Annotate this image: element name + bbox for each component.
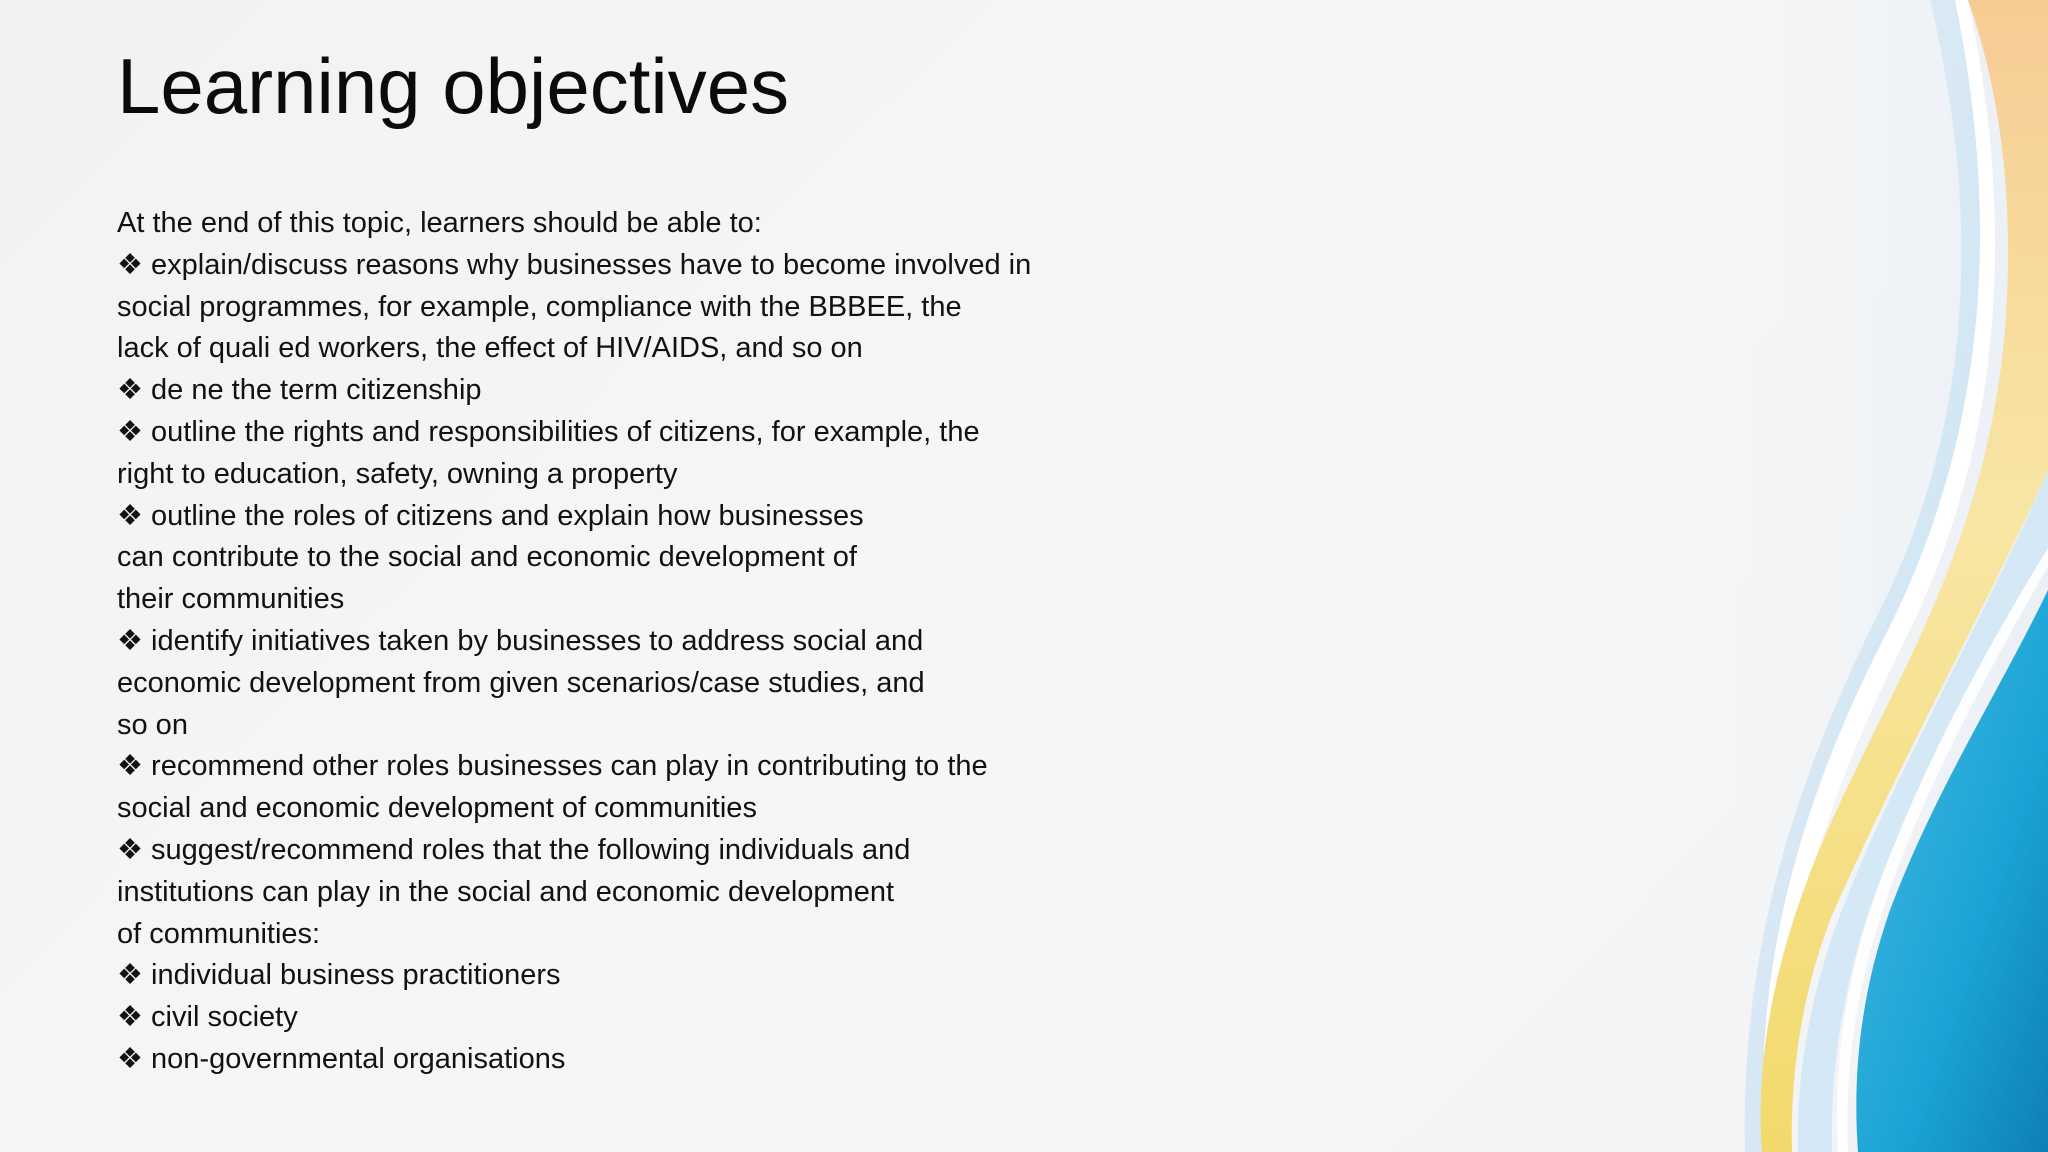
objective-line: ❖ recommend other roles businesses can play in contributing to the xyxy=(117,750,988,783)
objective-line: right to education, safety, owning a property xyxy=(117,457,678,490)
objective-line: ❖ explain/discuss reasons why businesses have to become involved in xyxy=(117,248,1032,281)
objective-line: social programmes, for example, compliance with the BBBEE, the xyxy=(117,290,962,323)
objective-line: ❖ civil society xyxy=(117,1001,298,1034)
objective-line: so on xyxy=(117,708,188,741)
objective-line: of communities: xyxy=(117,917,321,950)
objective-line: ❖ identify initiatives taken by businesses to address social and xyxy=(117,624,924,657)
objective-line: ❖ outline the roles of citizens and explain how businesses xyxy=(117,499,864,532)
objective-line: their communities xyxy=(117,583,345,616)
objective-line: social and economic development of communities xyxy=(117,792,757,825)
objective-line: ❖ de ne the term citizenship xyxy=(117,374,482,407)
objective-line: ❖ individual business practitioners xyxy=(117,959,561,992)
objective-line: ❖ suggest/recommend roles that the following individuals and xyxy=(117,833,911,866)
objective-line: can contribute to the social and economic development of xyxy=(117,541,857,574)
objectives-text-block xyxy=(117,203,1117,1081)
objective-line: economic development from given scenarios/case studies, and xyxy=(117,666,925,699)
objective-line: institutions can play in the social and economic development xyxy=(117,875,895,908)
objective-line: lack of quali ed workers, the effect of HIV/AIDS, and so on xyxy=(117,332,863,365)
slide-title: Learning objectives xyxy=(117,42,790,130)
intro-line: At the end of this topic, learners should be able to: xyxy=(117,207,762,239)
objective-line: ❖ outline the rights and responsibilities of citizens, for example, the xyxy=(117,415,980,448)
objective-line: ❖ non-governmental organisations xyxy=(117,1042,566,1075)
